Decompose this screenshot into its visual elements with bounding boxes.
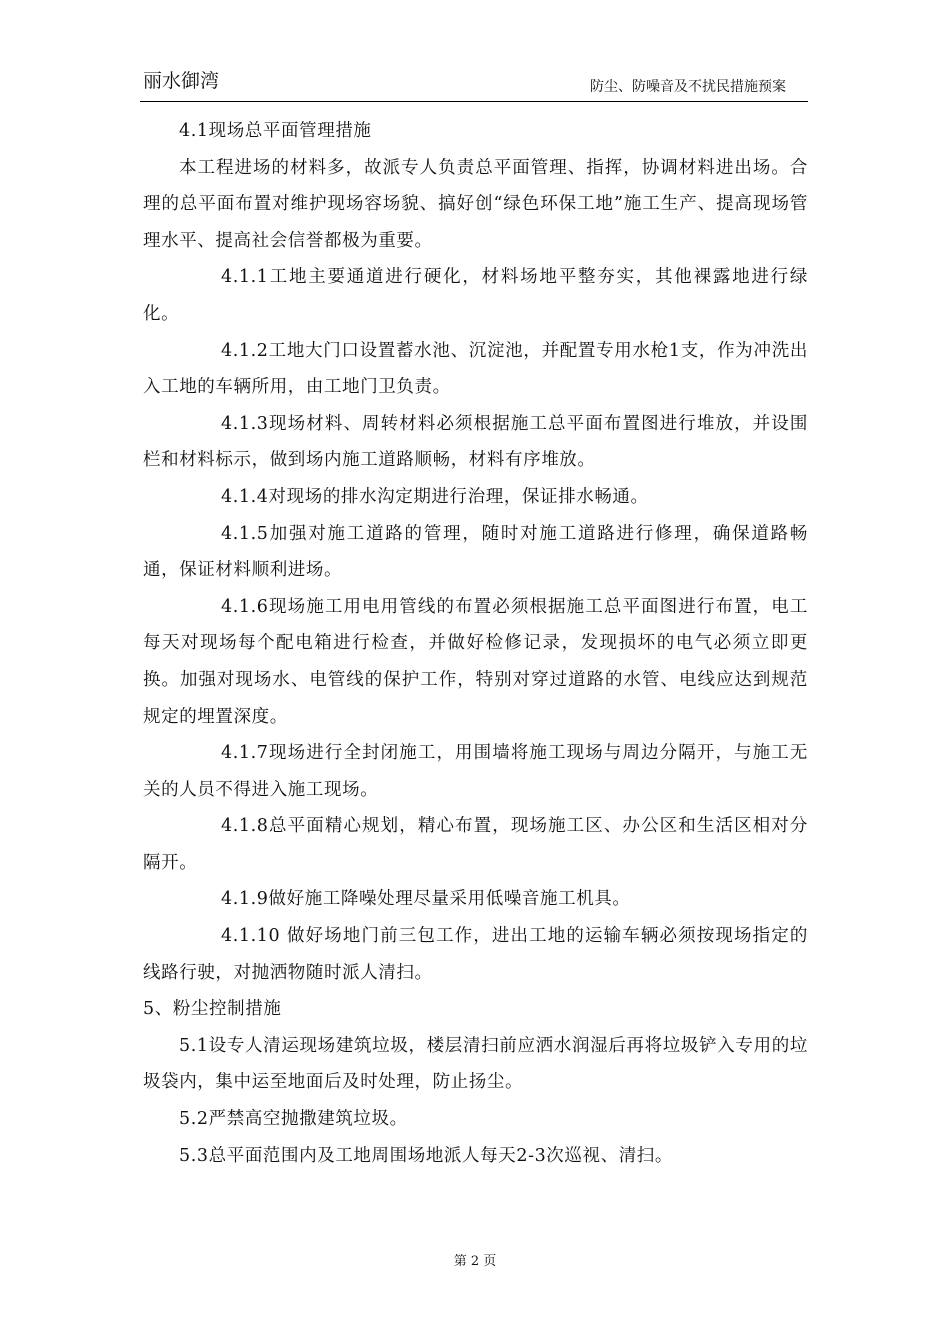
paragraph-intro: 本工程进场的材料多，故派专人负责总平面管理、指挥，协调材料进出场。合理的总平面布置对维护现场容场貌、搞好创“绿色环保工地”施工生产、提高现场管理水平、提高社会信誉都极为重要。 [143, 157, 808, 251]
paragraph-4-1-7: 4.1.7现场进行全封闭施工，用围墙将施工现场与周边分隔开，与施工无关的人员不得进入施工现场。 [143, 743, 808, 800]
document-body [143, 113, 808, 1174]
paragraph-5-1: 5.1设专人清运现场建筑垃圾，楼层清扫前应洒水润湿后再将垃圾铲入专用的垃圾袋内，集中运至地面后及时处理，防止扬尘。 [143, 1035, 808, 1093]
paragraph-5-2: 5.2严禁高空抛撒建筑垃圾。 [179, 1109, 408, 1130]
paragraph-4-1-6: 4.1.6现场施工用电用管线的布置必须根据施工总平面图进行布置，电工每天对现场每个配电箱进行检查，并做好检修记录，发现损坏的电气必须立即更换。加强对现场水、电管线的保护工作，特别对穿过道路的水管、电线应达到规范规定的埋置深度。 [143, 596, 808, 727]
paragraph-4-1-3: 4.1.3现场材料、周转材料必须根据施工总平面布置图进行堆放，并设围栏和材料标示，做到场内施工道路顺畅，材料有序堆放。 [143, 413, 808, 471]
paragraph-4-1-2: 4.1.2工地大门口设置蓄水池、沉淀池，并配置专用水枪1支，作为冲洗出入工地的车辆所用，由工地门卫负责。 [143, 340, 808, 398]
paragraph-4-1-1: 4.1.1工地主要通道进行硬化，材料场地平整夯实，其他裸露地进行绿化。 [143, 267, 808, 324]
header-divider [140, 101, 808, 102]
header-project-name: 丽水御湾 [143, 70, 220, 92]
paragraph-5-3: 5.3总平面范围内及工地周围场地派人每天2-3次巡视、清扫。 [179, 1145, 674, 1166]
section-heading-5: 5、粉尘控制措施 [143, 999, 282, 1020]
page-number: 第 2 页 [453, 1254, 497, 1269]
paragraph-4-1-8: 4.1.8总平面精心规划，精心布置，现场施工区、办公区和生活区相对分隔开。 [143, 816, 808, 873]
paragraph-4-1-9: 4.1.9做好施工降噪处理尽量采用低噪音施工机具。 [221, 889, 631, 910]
header-document-title: 防尘、防噪音及不扰民措施预案 [590, 79, 786, 95]
paragraph-4-1-4: 4.1.4对现场的排水沟定期进行治理，保证排水畅通。 [221, 486, 649, 507]
paragraph-4-1-5: 4.1.5加强对施工道路的管理，随时对施工道路进行修理，确保道路畅通，保证材料顺利进场。 [143, 523, 808, 581]
section-heading-4-1: 4.1现场总平面管理措施 [179, 121, 372, 141]
paragraph-4-1-10: 4.1.10 做好场地门前三包工作，进出工地的运输车辆必须按现场指定的线路行驶，对抛洒物随时派人清扫。 [143, 926, 808, 983]
